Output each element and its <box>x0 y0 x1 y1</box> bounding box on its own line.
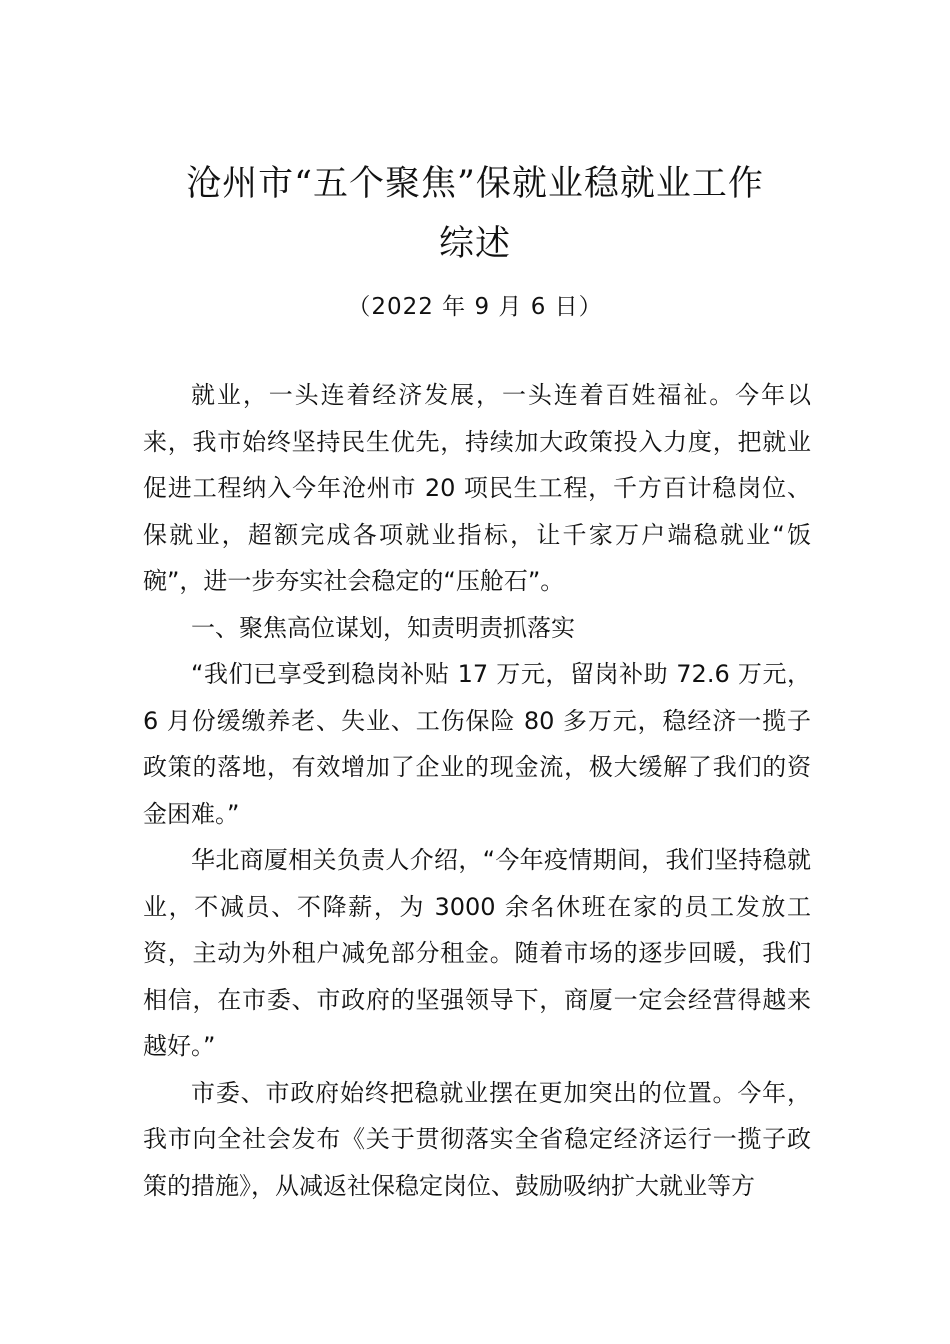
paragraph-policy: 市委、市政府始终把稳就业摆在更加突出的位置。今年，我市向全社会发布《关于贯彻落实全省稳定经济运行一揽子政策的措施》，从减返社保稳定岗位、鼓励吸纳扩大就业等方 <box>143 1078 811 1200</box>
paragraph-intro: 就业，一头连着经济发展，一头连着百姓福祉。今年以来，我市始终坚持民生优先，持续加大政策投入力度，把就业促进工程纳入今年沧州市 20 项民生工程，千方百计稳岗位、保就业，超额完成各项就业指标，让千家万户端稳就业“饭碗”，进一步夯实社会稳定的“压舱石”。 <box>143 381 811 595</box>
document-body <box>143 372 811 1209</box>
section-heading-1: 一、聚焦高位谋划，知责明责抓落实 <box>191 613 575 642</box>
paragraph-quote-subsidy: “我们已享受到稳岗补贴 17 万元，留岗补助 72.6 万元，6 月份缓缴养老、失业、工伤保险 80 多万元，稳经济一揽子政策的落地，有效增加了企业的现金流，极大缓解了我们的资金困难。” <box>143 660 811 828</box>
document-title-line-2: 综述 <box>438 224 511 264</box>
document-title-line-1: 沧州市“五个聚焦”保就业稳就业工作 <box>186 164 764 204</box>
document-date: （2022 年 9 月 6 日） <box>347 294 603 320</box>
paragraph-huabei-store: 华北商厦相关负责人介绍，“今年疫情期间，我们坚持稳就业，不减员、不降薪，为 3000 余名休班在家的员工发放工资，主动为外租户减免部分租金。随着市场的逐步回暖，我们相信，在市委、市政府的坚强领导下，商厦一定会经营得越来越好。” <box>143 846 811 1060</box>
